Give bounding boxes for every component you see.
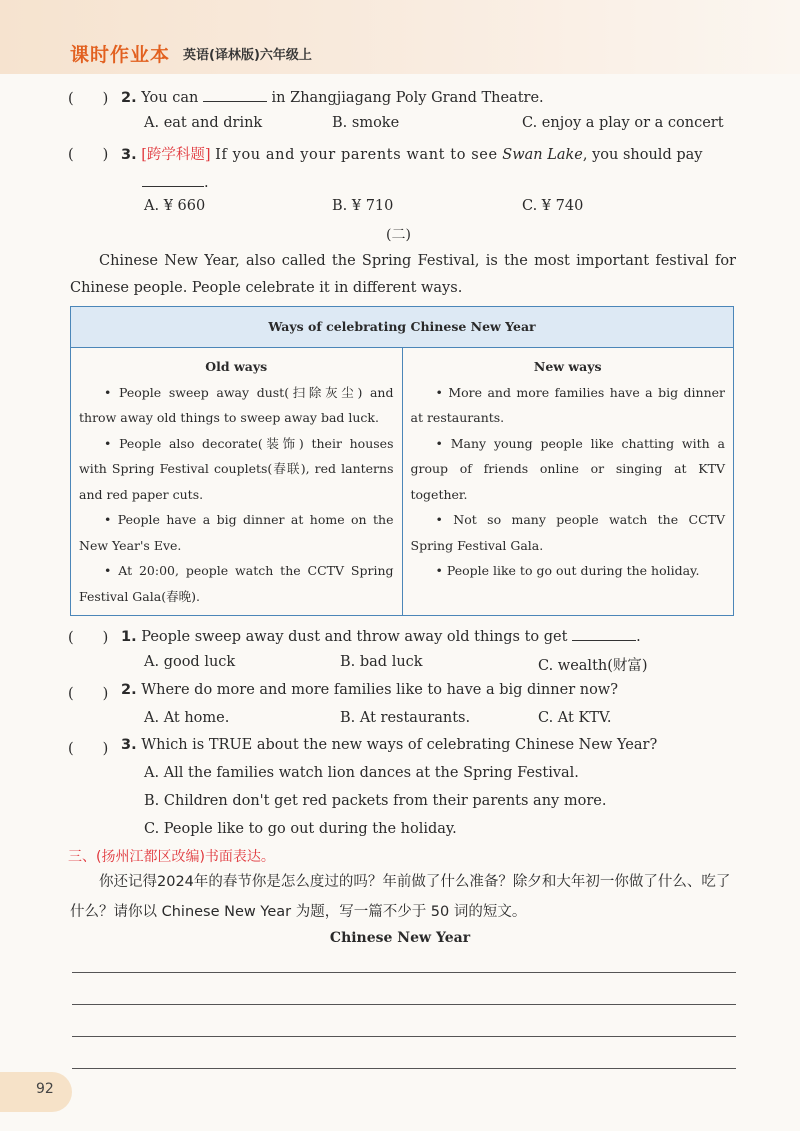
writing-prompt: 你还记得2024年的春节你是怎么度过的吗？年前做了什么准备？除夕和大年初一你做了什么、吃了什么？请你以 Chinese New Year 为题，写一篇不少于 50 词的短文。	[70, 874, 731, 920]
old-ways-heading: Old ways	[205, 359, 268, 374]
answer-blank[interactable]	[203, 87, 267, 102]
list-item: • People also decorate(装饰) their houses with Spring Festival couplets(春联), red lanterns and red paper cuts.	[79, 435, 394, 502]
question-number: 3.	[121, 147, 137, 163]
writing-line[interactable]	[72, 972, 736, 973]
reading-question-3	[121, 737, 657, 753]
writing-task-heading: 三、(扬州江都区改编)书面表达。	[68, 849, 275, 865]
old-ways-column	[71, 348, 403, 616]
option-a: A. ¥ 660	[144, 198, 206, 214]
list-item: • People like to go out during the holiday.	[435, 563, 700, 578]
list-item: • More and more families have a big dinner at restaurants.	[410, 384, 725, 425]
punctuation: .	[636, 629, 641, 645]
question-text: , you should pay	[582, 147, 703, 163]
list-item: • People sweep away dust(扫除灰尘) and throw away old things to sweep away bad luck.	[79, 384, 394, 425]
answer-paren[interactable]: ( )	[68, 741, 109, 757]
writing-line[interactable]	[72, 1068, 736, 1069]
question-number: 2.	[121, 90, 137, 106]
list-item: • At 20:00, people watch the CCTV Spring Festival Gala(春晚).	[79, 563, 394, 604]
page-number-tab	[0, 1072, 72, 1112]
option-c: C. enjoy a play or a concert	[522, 115, 724, 131]
option-b: B. ¥ 710	[332, 198, 394, 214]
question-number: 2.	[121, 682, 137, 698]
answer-blank[interactable]	[572, 626, 636, 641]
question-text: People sweep away dust and throw away old things to get	[141, 629, 568, 645]
option-b: B. At restaurants.	[340, 710, 471, 726]
question-3	[121, 143, 702, 164]
page-number: 92	[36, 1081, 54, 1097]
list-item: • Not so many people watch the CCTV Spring Festival Gala.	[410, 512, 725, 553]
essay-title: Chinese New Year	[329, 930, 471, 946]
new-ways-heading: New ways	[533, 359, 602, 374]
list-item: • People have a big dinner at home on the New Year's Eve.	[79, 512, 394, 553]
ways-table	[70, 306, 734, 616]
book-title: 课时作业本	[70, 44, 171, 66]
question-3-blank-line	[142, 172, 209, 191]
option-a: A. At home.	[144, 710, 230, 726]
option-a: A. eat and drink	[144, 115, 263, 131]
punctuation: .	[204, 175, 209, 191]
option-b: B. Children don't get red packets from their parents any more.	[144, 793, 607, 809]
writing-line[interactable]	[72, 1004, 736, 1005]
option-b: B. smoke	[332, 115, 400, 131]
answer-paren[interactable]: ( )	[68, 630, 109, 646]
question-text: If you and your parents want to see	[215, 147, 498, 163]
section-label: (二)	[386, 227, 411, 243]
question-text: in Zhangjiagang Poly Grand Theatre.	[271, 90, 544, 106]
question-tag: [跨学科题]	[141, 147, 211, 163]
new-ways-column	[402, 348, 734, 616]
question-number: 1.	[121, 629, 137, 645]
reading-question-2	[121, 682, 618, 698]
option-c: C. People like to go out during the holiday.	[144, 821, 457, 837]
writing-line[interactable]	[72, 1036, 736, 1037]
option-c: C. At KTV.	[538, 710, 612, 726]
option-a: A. All the families watch lion dances at the Spring Festival.	[144, 765, 579, 781]
option-c: C. wealth(财富)	[538, 658, 648, 674]
table-title: Ways of celebrating Chinese New Year	[71, 307, 734, 348]
list-item: • Many young people like chatting with a group of friends online or singing at KTV together.	[410, 435, 725, 502]
answer-paren[interactable]: ( )	[68, 91, 109, 107]
question-number: 3.	[121, 737, 137, 753]
question-italic: Swan Lake	[502, 147, 583, 163]
book-subtitle: 英语(译林版)六年级上	[183, 48, 312, 63]
answer-blank[interactable]	[142, 172, 204, 187]
option-a: A. good luck	[144, 654, 236, 670]
answer-paren[interactable]: ( )	[68, 147, 109, 163]
option-c: C. ¥ 740	[522, 198, 584, 214]
question-text: Which is TRUE about the new ways of celebrating Chinese New Year?	[141, 737, 658, 753]
question-text: Where do more and more families like to have a big dinner now?	[141, 682, 618, 698]
question-text: You can	[141, 90, 199, 106]
page-header	[0, 0, 800, 74]
question-2	[121, 87, 544, 106]
reading-question-1	[121, 626, 641, 645]
answer-paren[interactable]: ( )	[68, 686, 109, 702]
reading-intro: Chinese New Year, also called the Spring Festival, is the most important festival for Chinese people. People celebrate it in different ways.	[70, 253, 736, 296]
option-b: B. bad luck	[340, 654, 423, 670]
